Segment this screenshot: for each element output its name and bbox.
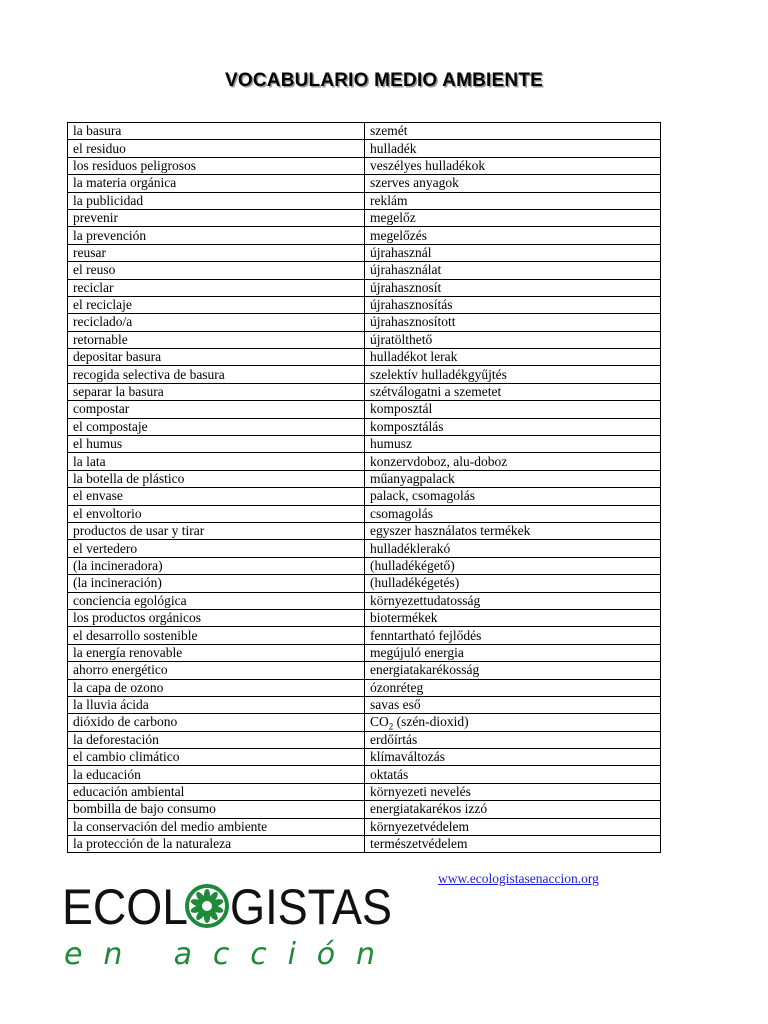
hungarian-term: újrahasználat bbox=[365, 262, 661, 279]
table-row bbox=[68, 679, 661, 696]
ecologistas-logo bbox=[62, 874, 402, 970]
spanish-term: (la incineradora) bbox=[68, 557, 365, 574]
table-row bbox=[68, 331, 661, 348]
hungarian-term: (hulladékégető) bbox=[365, 557, 661, 574]
spanish-term: los productos orgánicos bbox=[68, 609, 365, 626]
hungarian-term: palack, csomagolás bbox=[365, 488, 661, 505]
hungarian-term: műanyagpalack bbox=[365, 470, 661, 487]
table-row bbox=[68, 801, 661, 818]
spanish-term: el envase bbox=[68, 488, 365, 505]
spanish-term: productos de usar y tirar bbox=[68, 522, 365, 539]
spanish-term: la botella de plástico bbox=[68, 470, 365, 487]
table-row bbox=[68, 662, 661, 679]
spanish-term: el reuso bbox=[68, 262, 365, 279]
spanish-term: prevenir bbox=[68, 209, 365, 226]
table-row bbox=[68, 383, 661, 400]
spanish-term: la lluvia ácida bbox=[68, 696, 365, 713]
hungarian-term: megelőzés bbox=[365, 227, 661, 244]
hungarian-term: oktatás bbox=[365, 766, 661, 783]
spanish-term: el cambio climático bbox=[68, 749, 365, 766]
spanish-term: los residuos peligrosos bbox=[68, 157, 365, 174]
spanish-term: educación ambiental bbox=[68, 783, 365, 800]
hungarian-term: környezeti nevelés bbox=[365, 783, 661, 800]
document-title: VOCABULARIO MEDIO AMBIENTE bbox=[225, 70, 543, 91]
table-row bbox=[68, 123, 661, 140]
vocabulary-table-body bbox=[68, 123, 661, 853]
table-row bbox=[68, 192, 661, 209]
hungarian-term: reklám bbox=[365, 192, 661, 209]
table-row bbox=[68, 244, 661, 261]
hungarian-term: szemét bbox=[365, 123, 661, 140]
spanish-term: el residuo bbox=[68, 140, 365, 157]
hungarian-term: erdőírtás bbox=[365, 731, 661, 748]
hungarian-term: megújuló energia bbox=[365, 644, 661, 661]
hungarian-term bbox=[365, 714, 661, 731]
logo-text-en-accion: en acción bbox=[64, 937, 389, 970]
hungarian-term: humusz bbox=[365, 436, 661, 453]
spanish-term: retornable bbox=[68, 331, 365, 348]
hungarian-term: komposztál bbox=[365, 401, 661, 418]
spanish-term: la lata bbox=[68, 453, 365, 470]
spanish-term: la basura bbox=[68, 123, 365, 140]
spanish-term: la deforestación bbox=[68, 731, 365, 748]
table-row bbox=[68, 279, 661, 296]
table-row bbox=[68, 540, 661, 557]
table-row bbox=[68, 418, 661, 435]
hungarian-term: újrahasznosít bbox=[365, 279, 661, 296]
table-row bbox=[68, 505, 661, 522]
spanish-term: el vertedero bbox=[68, 540, 365, 557]
spanish-term: reciclado/a bbox=[68, 314, 365, 331]
spanish-term: la educación bbox=[68, 766, 365, 783]
formula-suffix: (szén-dioxid) bbox=[393, 714, 469, 730]
table-row bbox=[68, 296, 661, 313]
spanish-term: depositar basura bbox=[68, 349, 365, 366]
spanish-term: el compostaje bbox=[68, 418, 365, 435]
table-row bbox=[68, 209, 661, 226]
hungarian-term: csomagolás bbox=[365, 505, 661, 522]
formula-subscript: 2 bbox=[388, 722, 394, 732]
spanish-term: el reciclaje bbox=[68, 296, 365, 313]
hungarian-term: (hulladékégetés) bbox=[365, 575, 661, 592]
spanish-term: separar la basura bbox=[68, 383, 365, 400]
hungarian-term: ózonréteg bbox=[365, 679, 661, 696]
table-row bbox=[68, 140, 661, 157]
spanish-term: ahorro energético bbox=[68, 662, 365, 679]
spanish-term: la materia orgánica bbox=[68, 175, 365, 192]
hungarian-term: megelőz bbox=[365, 209, 661, 226]
spanish-term: la capa de ozono bbox=[68, 679, 365, 696]
table-row bbox=[68, 557, 661, 574]
table-row bbox=[68, 349, 661, 366]
spanish-term: la energía renovable bbox=[68, 644, 365, 661]
hungarian-term: környezetvédelem bbox=[365, 818, 661, 835]
hungarian-term: szelektív hulladékgyűjtés bbox=[365, 366, 661, 383]
table-row bbox=[68, 436, 661, 453]
hungarian-term: természetvédelem bbox=[365, 836, 661, 853]
spanish-term: la protección de la naturaleza bbox=[68, 836, 365, 853]
table-row bbox=[68, 627, 661, 644]
hungarian-term: hulladékot lerak bbox=[365, 349, 661, 366]
table-row bbox=[68, 366, 661, 383]
table-row bbox=[68, 836, 661, 853]
spanish-term: el humus bbox=[68, 436, 365, 453]
table-row bbox=[68, 522, 661, 539]
hungarian-term: hulladéklerakó bbox=[365, 540, 661, 557]
spanish-term: conciencia egológica bbox=[68, 592, 365, 609]
table-row bbox=[68, 227, 661, 244]
table-row bbox=[68, 731, 661, 748]
hungarian-term: egyszer használatos termékek bbox=[365, 522, 661, 539]
hungarian-term: energiatakarékosság bbox=[365, 662, 661, 679]
table-row bbox=[68, 157, 661, 174]
spanish-term: recogida selectiva de basura bbox=[68, 366, 365, 383]
sun-flower-icon bbox=[187, 886, 227, 926]
vocabulary-table bbox=[67, 122, 661, 853]
table-row bbox=[68, 644, 661, 661]
hungarian-term: savas eső bbox=[365, 696, 661, 713]
table-row bbox=[68, 592, 661, 609]
spanish-term: (la incineración) bbox=[68, 575, 365, 592]
table-row bbox=[68, 609, 661, 626]
spanish-term: el envoltorio bbox=[68, 505, 365, 522]
table-row bbox=[68, 766, 661, 783]
hungarian-term: hulladék bbox=[365, 140, 661, 157]
website-link[interactable]: www.ecologistasenaccion.org bbox=[438, 871, 599, 886]
hungarian-term: újratölthető bbox=[365, 331, 661, 348]
hungarian-term: környezettudatosság bbox=[365, 592, 661, 609]
table-row bbox=[68, 401, 661, 418]
table-row bbox=[68, 783, 661, 800]
table-row bbox=[68, 262, 661, 279]
hungarian-term: veszélyes hulladékok bbox=[365, 157, 661, 174]
table-row bbox=[68, 696, 661, 713]
spanish-term: reusar bbox=[68, 244, 365, 261]
spanish-term: la conservación del medio ambiente bbox=[68, 818, 365, 835]
table-row bbox=[68, 818, 661, 835]
hungarian-term: konzervdoboz, alu-doboz bbox=[365, 453, 661, 470]
logo-text-ecol: ECOL bbox=[62, 879, 188, 935]
spanish-term: la prevención bbox=[68, 227, 365, 244]
hungarian-term: újrahasznál bbox=[365, 244, 661, 261]
hungarian-term: klímaváltozás bbox=[365, 749, 661, 766]
spanish-term: bombilla de bajo consumo bbox=[68, 801, 365, 818]
hungarian-term: fenntartható fejlődés bbox=[365, 627, 661, 644]
hungarian-term: újrahasznosítás bbox=[365, 296, 661, 313]
table-row bbox=[68, 575, 661, 592]
spanish-term: la publicidad bbox=[68, 192, 365, 209]
hungarian-term: újrahasznosított bbox=[365, 314, 661, 331]
spanish-term: reciclar bbox=[68, 279, 365, 296]
table-row bbox=[68, 488, 661, 505]
spanish-term: compostar bbox=[68, 401, 365, 418]
table-row bbox=[68, 175, 661, 192]
hungarian-term: szétválogatni a szemetet bbox=[365, 383, 661, 400]
logo-text-gistas: GISTAS bbox=[230, 879, 392, 935]
table-row bbox=[68, 470, 661, 487]
table-row bbox=[68, 314, 661, 331]
spanish-term: dióxido de carbono bbox=[68, 714, 365, 731]
spanish-term: el desarrollo sostenible bbox=[68, 627, 365, 644]
hungarian-term: komposztálás bbox=[365, 418, 661, 435]
hungarian-term: energiatakarékos izzó bbox=[365, 801, 661, 818]
table-row bbox=[68, 453, 661, 470]
hungarian-term: szerves anyagok bbox=[365, 175, 661, 192]
formula-prefix: CO bbox=[370, 714, 389, 730]
table-row bbox=[68, 714, 661, 731]
hungarian-term: biotermékek bbox=[365, 609, 661, 626]
table-row bbox=[68, 749, 661, 766]
